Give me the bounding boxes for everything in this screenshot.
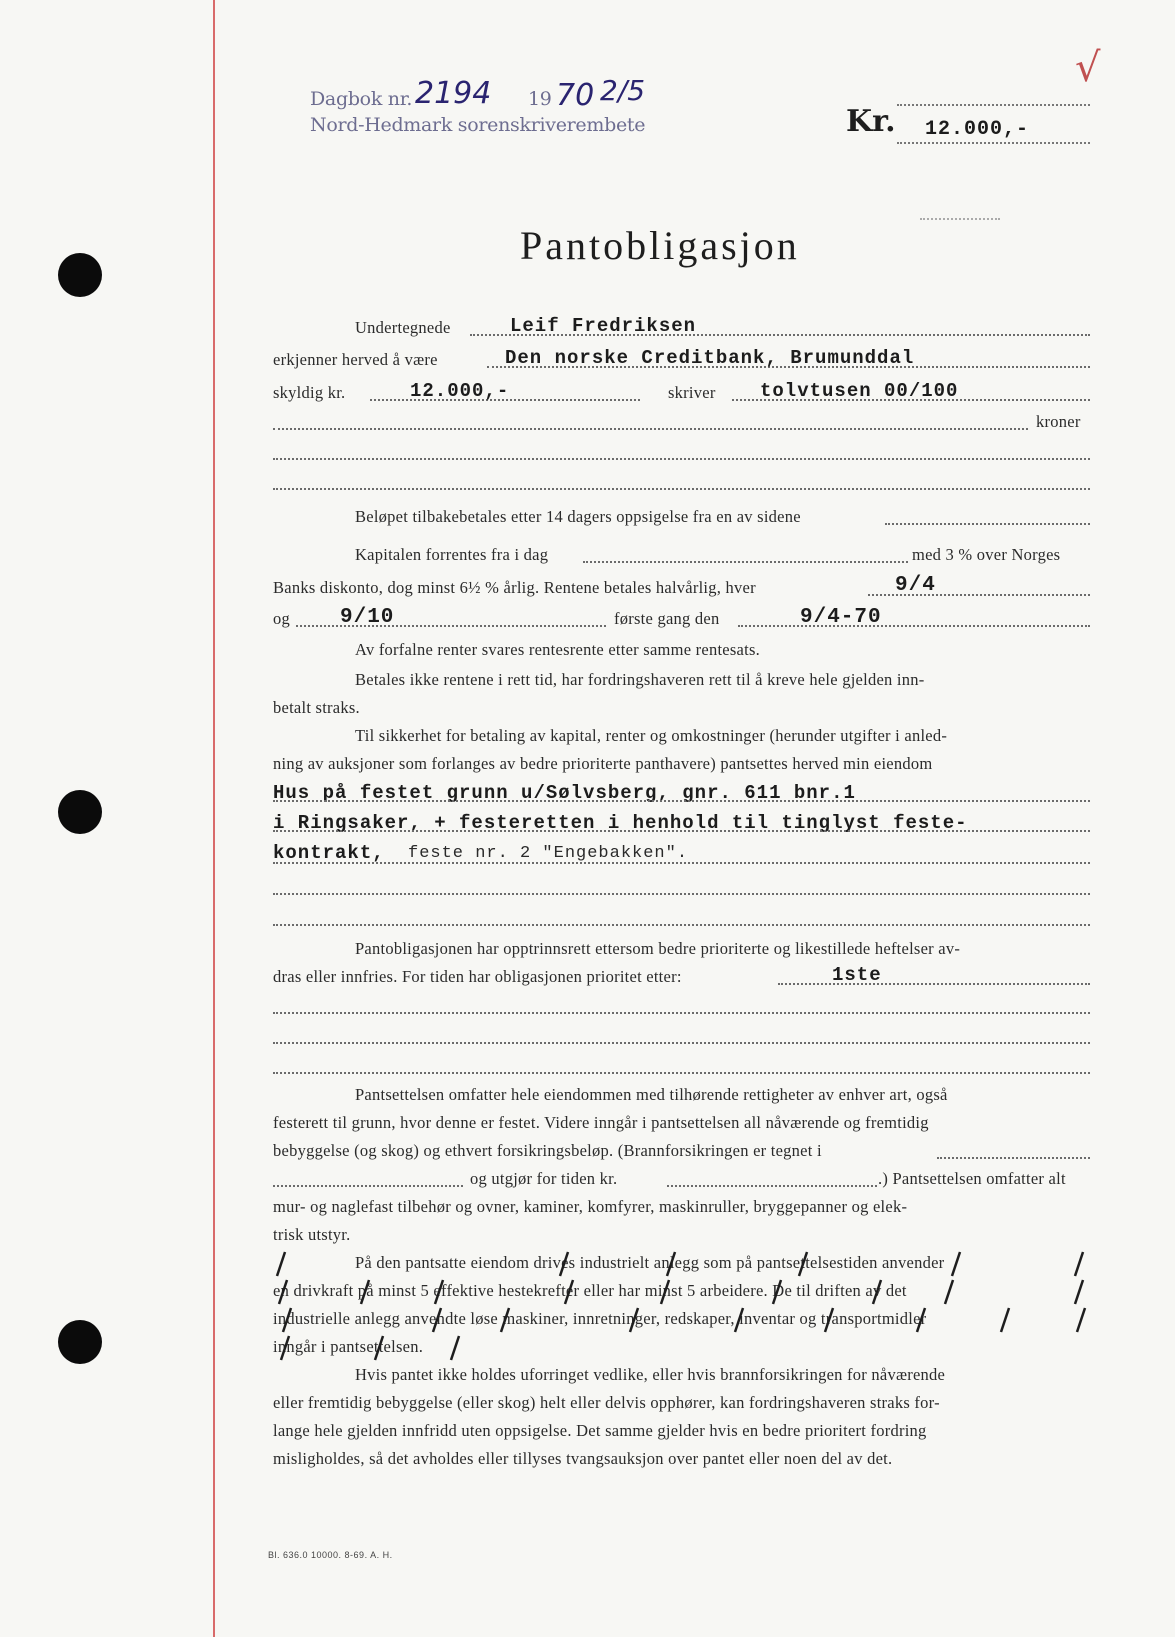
document-title: Pantobligasjon: [520, 223, 800, 268]
og-label: og: [273, 609, 290, 628]
tegnet-line: [273, 1185, 463, 1187]
omfatter-line-3: bebyggelse (og skog) og ethvert forsikringsbeløp. (Brannforsikringen er tegnet i: [273, 1141, 822, 1160]
binder-hole-middle: [58, 790, 102, 834]
skyldig-value: 12.000,-: [410, 380, 510, 402]
betales-line-2: betalt straks.: [273, 698, 360, 717]
kr-label: Kr.: [846, 104, 896, 139]
omfatter-line-4a: og utgjør for tiden kr.: [470, 1169, 618, 1188]
property-line-2: i Ringsaker, + festeretten i henhold til tinglyst feste-: [273, 812, 968, 834]
pant-line: [778, 983, 1090, 985]
brannforsikring-line: [937, 1157, 1090, 1159]
kapitalen-line: [583, 561, 908, 563]
faint-mark: [920, 218, 1000, 220]
kapitalen-end: med 3 % over Norges: [912, 545, 1061, 564]
banks-value: 9/4: [895, 574, 936, 597]
dagbok-label: Dagbok nr.: [310, 88, 413, 110]
blank-line-4: [273, 893, 1090, 895]
paa-line-3: industrielle anlegg anvendte løse maskiner, innretninger, redskaper, inventar og transportmidler: [273, 1309, 927, 1328]
belopet-text: Beløpet tilbakebetales etter 14 dagers oppsigelse fra en av sidene: [355, 507, 801, 526]
paa-line-4: inngår i pantsettelsen.: [273, 1337, 424, 1356]
skriver-value: tolvtusen 00/100: [760, 380, 959, 402]
skyldig-label: skyldig kr.: [273, 383, 346, 402]
blank-line-7: [273, 1042, 1090, 1044]
omfatter-line-2: festerett til grunn, hvor denne er festet. Videre inngår i pantsettelsen all nåværende og fremtidig: [273, 1113, 929, 1132]
year-prefix: 19: [528, 88, 552, 110]
property-underline-1: [273, 800, 1090, 802]
hvis-line-3: lange hele gjelden innfridd uten oppsigelse. Det samme gjelder hvis en bedre prioritert fordring: [273, 1421, 927, 1440]
banks-text: Banks diskonto, dog minst 6½ % årlig. Rentene betales halvårlig, hver: [273, 578, 756, 597]
property-line-3a: kontrakt,: [273, 842, 385, 864]
til-line-1: Til sikkerhet for betaling av kapital, renter og omkostninger (herunder utgifter i anled-: [355, 726, 948, 745]
utgjor-line: [667, 1185, 877, 1187]
omfatter-line-5: mur- og naglefast tilbehør og ovner, kaminer, komfyrer, maskinruller, bryggepanner og elek-: [273, 1197, 908, 1216]
strikethrough-marks: [273, 1250, 1093, 1365]
omfatter-line-4b: .) Pantsettelsen omfatter alt: [878, 1169, 1066, 1188]
dagbok-number: 2194: [415, 76, 492, 111]
blank-line-1: [273, 428, 1028, 430]
print-code: Bl. 636.0 10000. 8-69. A. H.: [268, 1550, 393, 1560]
property-line-3b: feste nr. 2 "Engebakken".: [408, 844, 689, 863]
hvis-line-2: eller fremtidig bebyggelse (eller skog) helt eller delvis opphører, kan fordringshaveren straks for-: [273, 1393, 940, 1412]
year-suffix: 70: [556, 78, 595, 113]
til-line-2: ning av auksjoner som forlanges av bedre prioriterte panthavere) pantsettes herved min eiendom: [273, 754, 933, 773]
paa-line-1: På den pantsatte eiendom drives industrielt anlegg som på pantsettelsestiden anvender: [355, 1253, 945, 1272]
binder-hole-top: [58, 253, 102, 297]
blank-line-5: [273, 924, 1090, 926]
binder-hole-bottom: [58, 1320, 102, 1364]
blank-line-6: [273, 1012, 1090, 1014]
date-note: 2/5: [600, 74, 646, 107]
og-value: 9/10: [340, 606, 395, 629]
pant-value: 1ste: [832, 964, 882, 986]
hvis-line-4: misligholdes, så det avholdes eller tillyses tvangsauksjon over pantet eller noen del av det.: [273, 1449, 893, 1468]
kr-amount: 12.000,-: [925, 118, 1030, 141]
undertegnede-value: Leif Fredriksen: [510, 315, 697, 337]
red-margin-line: [213, 0, 215, 1637]
omfatter-line-6: trisk utstyr.: [273, 1225, 351, 1244]
property-underline-3: [273, 862, 1090, 864]
belopet-line: [885, 523, 1090, 525]
hvis-line-1: Hvis pantet ikke holdes uforringet vedlike, eller hvis brannforsikringen for nåværende: [355, 1365, 946, 1384]
property-underline-2: [273, 830, 1090, 832]
forste-line: [738, 625, 1090, 627]
kroner-label: kroner: [1036, 412, 1081, 431]
pant-line-2: dras eller innfries. For tiden har obligasjonen prioritet etter:: [273, 967, 682, 986]
office-stamp: Nord-Hedmark sorenskriverembete: [310, 114, 646, 136]
pant-line-1: Pantobligasjonen har opptrinnsrett ettersom bedre prioriterte og likestillede heftelser av-: [355, 939, 961, 958]
forste-label: første gang den: [614, 609, 720, 628]
skriver-label: skriver: [668, 383, 716, 402]
blank-line-8: [273, 1072, 1090, 1074]
av-forfalne-text: Av forfalne renter svares rentesrente etter samme rentesats.: [355, 640, 761, 659]
blank-line-3: [273, 488, 1090, 490]
blank-line-2: [273, 458, 1090, 460]
erkjenner-value: Den norske Creditbank, Brumunddal: [505, 347, 915, 369]
forste-value: 9/4-70: [800, 606, 882, 629]
property-line-1: Hus på festet grunn u/Sølvsberg, gnr. 611 bnr.1: [273, 782, 856, 804]
betales-line-1: Betales ikke rentene i rett tid, har fordringshaveren rett til å kreve hele gjelden inn-: [355, 670, 925, 689]
kapitalen-text: Kapitalen forrentes fra i dag: [355, 545, 549, 564]
paa-line-2: en drivkraft på minst 5 effektive hestekrefter eller har minst 5 arbeidere. De til driften av det: [273, 1281, 907, 1300]
check-mark: √: [1075, 45, 1101, 91]
erkjenner-label: erkjenner herved å være: [273, 350, 438, 369]
omfatter-line-1: Pantsettelsen omfatter hele eiendommen med tilhørende rettigheter av enhver art, også: [355, 1085, 948, 1104]
undertegnede-label: Undertegnede: [355, 318, 451, 337]
